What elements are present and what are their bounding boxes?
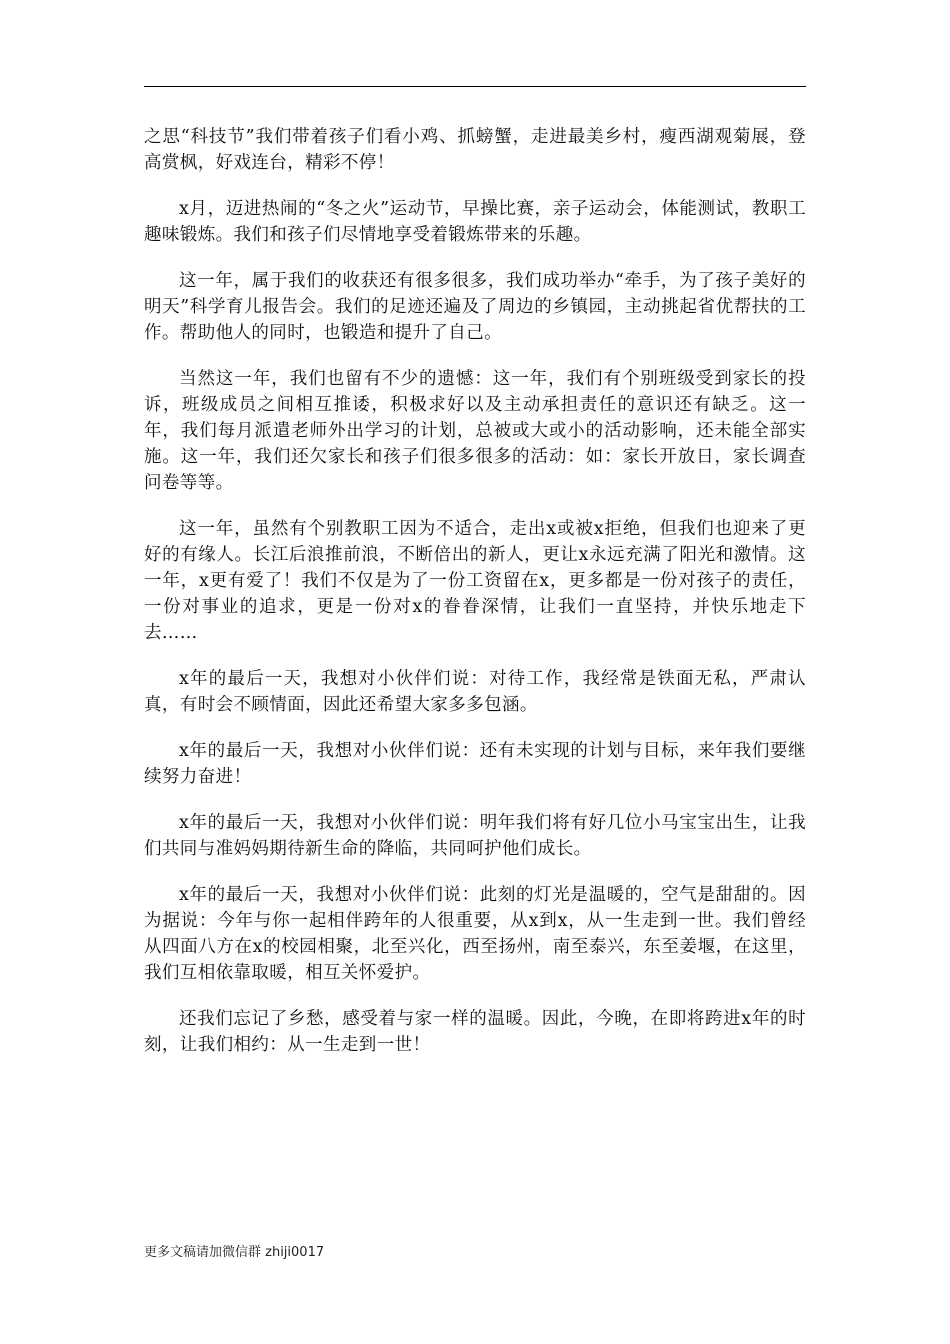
header-rule	[144, 86, 806, 87]
paragraph: x年的最后一天，我想对小伙伴们说：还有未实现的计划与目标，来年我们要继续努力奋进！	[144, 741, 806, 787]
paragraph: 这一年，属于我们的收获还有很多很多，我们成功举办“牵手，为了孩子美好的明天”科学育儿报告会。我们的足迹还遍及了周边的乡镇园，主动挑起省优帮扶的工作。帮助他人的同时，也锻造和提升了自己。	[144, 271, 806, 343]
paragraph: x月，迈进热闹的“冬之火”运动节，早操比赛，亲子运动会，体能测试，教职工趣味锻炼。我们和孩子们尽情地享受着锻炼带来的乐趣。	[144, 199, 806, 245]
paragraph: x年的最后一天，我想对小伙伴们说：对待工作，我经常是铁面无私，严肃认真，有时会不顾情面，因此还希望大家多多包涵。	[144, 669, 806, 715]
footer-note: 更多文稿请加微信群 zhiji0017	[144, 1245, 325, 1260]
paragraph: x年的最后一天，我想对小伙伴们说：此刻的灯光是温暖的，空气是甜甜的。因为据说：今年与你一起相伴跨年的人很重要，从x到x，从一生走到一世。我们曾经从四面八方在x的校园相聚，北至兴化，西至扬州，南至泰兴，东至姜堰，在这里，我们互相依靠取暖，相互关怀爱护。	[144, 885, 806, 983]
paragraph: 这一年，虽然有个别教职工因为不适合，走出x或被x拒绝，但我们也迎来了更好的有缘人。长江后浪推前浪，不断倍出的新人，更让x永远充满了阳光和激情。这一年，x更有爱了！我们不仅是为了一份工资留在x，更多都是一份对孩子的责任，一份对事业的追求，更是一份对x的眷眷深情，让我们一直坚持，并快乐地走下去……	[144, 519, 806, 643]
document-body	[144, 124, 806, 1078]
paragraph: 当然这一年，我们也留有不少的遗憾：这一年，我们有个别班级受到家长的投诉，班级成员之间相互推诿，积极求好以及主动承担责任的意识还有缺乏。这一年，我们每月派遣老师外出学习的计划，总被或大或小的活动影响，还未能全部实施。这一年，我们还欠家长和孩子们很多很多的活动：如：家长开放日，家长调查问卷等等。	[144, 369, 806, 493]
paragraph: x年的最后一天，我想对小伙伴们说：明年我们将有好几位小马宝宝出生，让我们共同与准妈妈期待新生命的降临，共同呵护他们成长。	[144, 813, 806, 859]
paragraph: 之思“科技节”我们带着孩子们看小鸡、抓螃蟹，走进最美乡村，瘦西湖观菊展，登高赏枫，好戏连台，精彩不停！	[144, 127, 806, 173]
paragraph: 还我们忘记了乡愁，感受着与家一样的温暖。因此，今晚，在即将跨进x年的时刻，让我们相约：从一生走到一世！	[144, 1009, 806, 1055]
